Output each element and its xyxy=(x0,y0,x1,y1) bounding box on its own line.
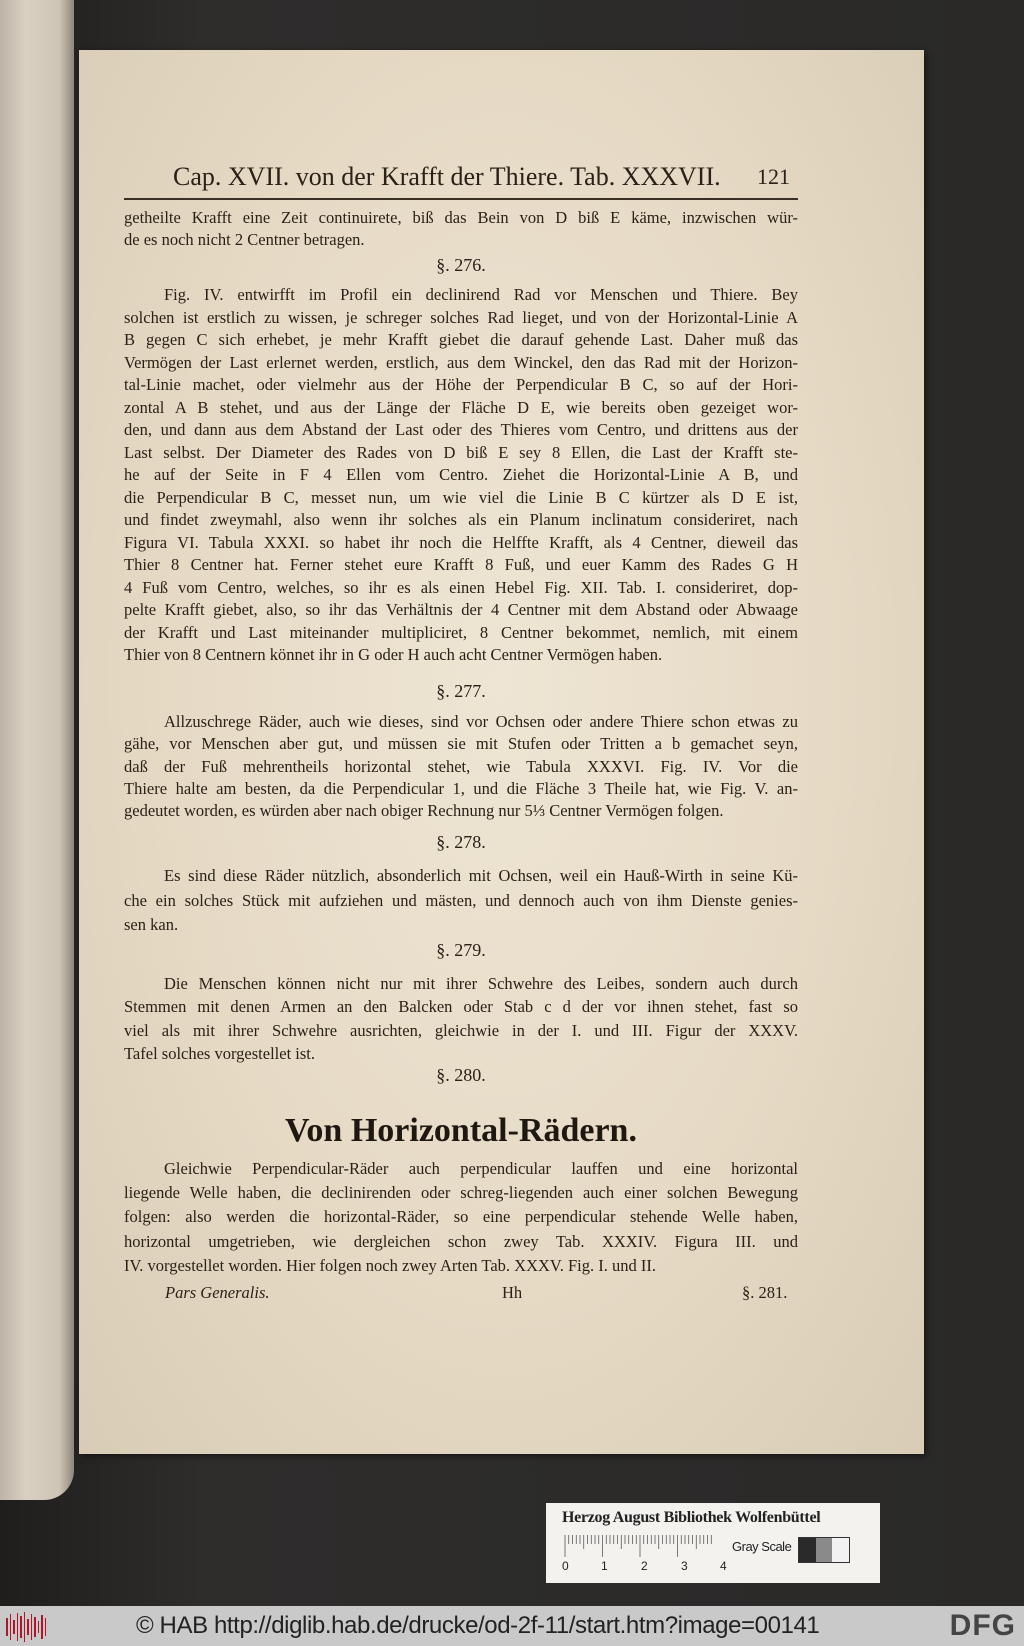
hab-logo-icon xyxy=(6,1612,46,1642)
logo-bar xyxy=(6,1618,8,1636)
text-line: liegende Welle haben, die declinirenden oder schreg-liegenden auch einer solchen Bewegung xyxy=(124,1183,798,1202)
dfg-logo: DFG xyxy=(949,1609,1016,1642)
logo-bar xyxy=(17,1613,19,1641)
text-line: folgen: also werden die horizontal-Räder, so eine perpendicular stehende Welle haben, xyxy=(124,1207,798,1226)
ruler-label: 0 xyxy=(562,1559,569,1573)
text-line: tal-Linie machet, oder vielmehr aus der Höhe der Perpendicular B C, so auf der Hori- xyxy=(124,375,798,394)
footer-signature: Hh xyxy=(502,1283,523,1302)
logo-bar xyxy=(10,1614,12,1640)
logo-bar xyxy=(24,1612,26,1642)
text-line: Stemmen mit denen Armen an den Balcken oder Stab c d der vor ihnen stehet, fast so xyxy=(124,997,798,1016)
scan-reference-card xyxy=(546,1503,880,1583)
text-line: gähe, vor Menschen aber gut, und müssen sie mit Stufen oder Tritten a b gemachet seyn, xyxy=(124,734,798,753)
section-number: §. 278. xyxy=(436,832,486,852)
section-number: §. 279. xyxy=(436,940,486,960)
text-line: Gleichwie Perpendicular-Räder auch perpendicular lauffen und eine horizontal xyxy=(164,1159,798,1178)
section-number: §. 280. xyxy=(436,1065,486,1085)
logo-bar xyxy=(34,1617,36,1637)
running-header xyxy=(173,160,790,194)
text-line: Tafel solches vorgestellet ist. xyxy=(124,1044,315,1063)
text-line: der Krafft und Last miteinander multipliciret, 8 Centner bekommet, nemlich, mit einem xyxy=(124,623,798,642)
text-line: pelte Krafft giebet, also, so ihr das Verhältnis der 4 Centner mit dem Abstand oder Abwaage xyxy=(124,600,798,619)
logo-bar xyxy=(20,1616,22,1638)
section-number: §. 277. xyxy=(436,681,486,701)
card-title: Herzog August Bibliothek Wolfenbüttel xyxy=(562,1509,821,1526)
gray-scale-swatch xyxy=(798,1537,850,1563)
text-line: Figura VI. Tabula XXXI. so habet ihr noch die Helffte Krafft, als 4 Centner, dieweil das xyxy=(124,533,798,552)
text-line: sen kan. xyxy=(124,915,179,934)
previous-page-edge xyxy=(0,0,74,1500)
text-line: de es noch nicht 2 Centner betragen. xyxy=(124,230,365,249)
ruler-label: 1 xyxy=(601,1559,608,1573)
header-title: Cap. XVII. von der Krafft der Thiere. Tab. XXXVII. xyxy=(173,162,721,191)
text-line: IV. vorgestellet worden. Hier folgen noch zwey Arten Tab. XXXV. Fig. I. und II. xyxy=(124,1256,656,1275)
text-line: und findet zweymahl, also wenn ihr solches als ein Planum inclinatum consideriret, nach xyxy=(124,510,798,529)
copyright-link[interactable]: © HAB http://diglib.hab.de/drucke/od-2f-11/start.htm?image=00141 xyxy=(136,1612,820,1639)
text-line: solchen ist erstlich zu wissen, je schreger solches Rad lieget, und von der Horizontal-Linie A xyxy=(124,308,798,327)
text-line: den, und dann aus dem Abstand der Last oder des Thieres vom Centro, und drittens aus der xyxy=(124,420,798,439)
footer-catchword: §. 281. xyxy=(742,1283,788,1302)
logo-bar xyxy=(27,1619,29,1635)
text-line: getheilte Krafft eine Zeit continuirete, biß das Bein von D biß E käme, inzwischen wür- xyxy=(124,208,798,227)
text-line: horizontal umgetrieben, wie dergleichen schon zwey Tab. XXXIV. Figura III. und xyxy=(124,1232,798,1251)
footer-bar xyxy=(0,1606,1024,1646)
text-line: B gegen C sich erhebet, je mehr Krafft giebet die darauf gehende Last. Daher muß das xyxy=(124,330,798,349)
gray-scale-label: Gray Scale xyxy=(732,1539,792,1554)
header-rule xyxy=(124,198,798,200)
ruler-label: 3 xyxy=(681,1559,688,1573)
text-line: 4 Fuß vom Centro, welches, so ihr es als einen Hebel Fig. XII. Tab. I. consideriret, dop- xyxy=(124,578,798,597)
text-line: Vermögen der Last erlernet werden, erstlich, aus dem Winckel, den das Rad mit der Horizon- xyxy=(124,353,798,372)
text-line: Es sind diese Räder nützlich, absonderlich mit Ochsen, weil ein Hauß-Wirth in seine Kü- xyxy=(164,866,798,885)
text-line: gedeutet worden, es würden aber nach obiger Rechnung nur 5⅓ Centner Vermögen folgen. xyxy=(124,801,724,820)
text-line: Thier von 8 Centnern könnet ihr in G oder H auch acht Centner Vermögen haben. xyxy=(124,645,663,664)
text-line: Thiere halte am besten, da die Perpendicular 1, und die Fläche 3 Theile hat, wie Fig. V. an- xyxy=(124,779,798,798)
logo-bar xyxy=(41,1615,43,1639)
gray-patch-light xyxy=(832,1538,849,1562)
text-line: daß der Fuß mehrentheils horizontal stehet, wie Tabula XXXVI. Fig. IV. Vor die xyxy=(124,757,798,776)
text-line: die Perpendicular B C, messet nun, um wie viel die Linie B C kürtzer als D E ist, xyxy=(124,488,798,507)
logo-bar xyxy=(45,1618,47,1636)
ruler-label: 2 xyxy=(641,1559,648,1573)
text-line: Last selbst. Der Diameter des Rades von D biß E sey 8 Ellen, die Last der Krafft ste- xyxy=(124,443,798,462)
text-line: Fig. IV. entwirfft im Profil ein declinirend Rad vor Menschen und Thiere. Bey xyxy=(164,285,798,304)
logo-bar xyxy=(13,1620,15,1634)
text-line: Thier 8 Centner hat. Ferner stehet eure Krafft 8 Fuß, und euer Kamm des Rades G H xyxy=(124,555,798,574)
section-heading: Von Horizontal-Rädern. xyxy=(285,1112,637,1149)
gray-patch-dark xyxy=(799,1538,816,1562)
text-line: viel als mit ihrer Schwehre ausrichten, gleichwie in der I. und III. Figur der XXXV. xyxy=(124,1021,798,1040)
text-line: zontal A B stehet, und aus der Länge der Fläche D E, wie bereits oben gezeiget wor- xyxy=(124,398,798,417)
text-line: Die Menschen können nicht nur mit ihrer Schwehre des Leibes, sondern auch durch xyxy=(164,974,798,993)
text-line: he auf der Seite in F 4 Ellen vom Centro. Ziehet die Horizontal-Linie A B, und xyxy=(124,465,798,484)
ruler-scale xyxy=(564,1535,714,1557)
page-number: 121 xyxy=(757,164,790,189)
ruler-label: 4 xyxy=(720,1559,727,1573)
logo-bar xyxy=(31,1614,33,1640)
logo-bar xyxy=(38,1621,40,1633)
text-line: che ein solches Stück mit aufziehen und mästen, und dennoch auch von ihm Dienste genies- xyxy=(124,891,798,910)
text-line: Allzuschrege Räder, auch wie dieses, sind vor Ochsen oder andere Thiere schon etwas zu xyxy=(164,712,798,731)
section-number: §. 276. xyxy=(436,255,486,275)
gray-patch-mid xyxy=(816,1538,833,1562)
footer-part: Pars Generalis. xyxy=(165,1283,270,1302)
